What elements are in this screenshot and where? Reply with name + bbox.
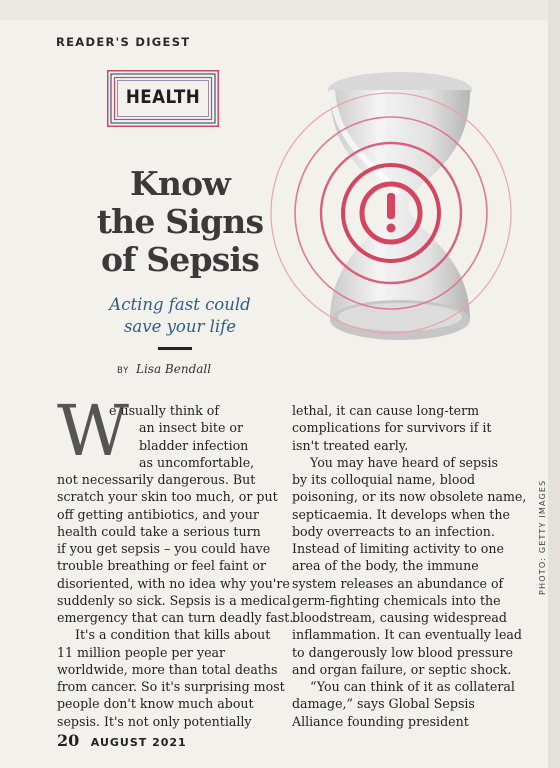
body-line: poisoning, or its now obsolete name, <box>292 489 527 505</box>
section-label-box <box>107 70 219 127</box>
body-line: sepsis. It's not only potentially <box>57 713 252 729</box>
body-line: lethal, it can cause long-term <box>292 403 480 418</box>
page-number: 20 <box>57 731 80 750</box>
byline-author: Lisa Bendall <box>136 362 212 376</box>
body-line: inflammation. It can eventually lead <box>292 627 522 643</box>
exclamation-icon <box>387 193 396 233</box>
deck <box>70 294 290 338</box>
body-line: off getting antibiotics, and your <box>57 506 259 522</box>
body-line: as uncomfortable, <box>139 454 255 470</box>
body-line: health could take a serious turn <box>57 523 261 539</box>
body-line: You may have heard of sepsis <box>310 454 499 470</box>
body-line: Alliance founding president <box>292 713 469 729</box>
body-line: people don't know much about <box>57 696 254 712</box>
body-line: trouble breathing or feel faint or <box>57 558 266 574</box>
body-line: bloodstream, causing widespread <box>292 610 507 625</box>
body-line: and organ failure, or septic shock. <box>292 661 512 677</box>
article-column-right <box>292 402 527 730</box>
article-column-left <box>57 402 294 730</box>
body-line: scratch your skin too much, or put <box>57 489 278 505</box>
issue-date: AUGUST 2021 <box>90 736 187 749</box>
headline-line: the Signs <box>96 202 264 241</box>
section-label: HEALTH <box>125 86 201 108</box>
body-line: damage,” says Global Sepsis <box>292 696 475 712</box>
body-line: system releases an abundance of <box>292 575 504 591</box>
drop-cap: W <box>57 390 129 472</box>
alert-target-graphic <box>266 90 516 340</box>
byline-prefix: BY <box>117 366 130 376</box>
byline <box>117 362 211 376</box>
body-line: disoriented, with no idea why you're <box>57 575 290 591</box>
body-line: emergency that can turn deadly fast. <box>57 610 294 625</box>
body-line: 11 million people per year <box>57 644 226 660</box>
body-line: e usually think of <box>109 403 220 418</box>
body-line: an insect bite or <box>139 420 244 436</box>
body-line: “You can think of it as collateral <box>310 679 515 694</box>
headline-line: Know <box>130 164 230 203</box>
body-line: bladder infection <box>139 437 249 453</box>
body-line: if you get sepsis – you could have <box>57 541 271 556</box>
body-line: not necessarily dangerous. But <box>57 472 256 487</box>
photo-credit: PHOTO: GETTY IMAGES <box>538 479 547 595</box>
deck-line: save your life <box>123 317 237 336</box>
body-line: complications for survivors if it <box>292 420 492 436</box>
body-line: germ-fighting chemicals into the <box>292 592 501 608</box>
page-edge <box>548 0 560 768</box>
headline <box>70 165 290 279</box>
body-line: worldwide, more than total deaths <box>57 661 278 677</box>
masthead: READER'S DIGEST <box>56 35 191 49</box>
body-line: It's a condition that kills about <box>75 627 271 643</box>
body-line: Instead of limiting activity to one <box>292 541 504 556</box>
body-line: from cancer. So it's surprising most <box>57 679 285 694</box>
body-line: to dangerously low blood pressure <box>292 644 513 660</box>
deck-rule <box>158 347 192 350</box>
headline-line: of Sepsis <box>100 240 260 279</box>
top-strip <box>0 0 560 20</box>
body-line: septicaemia. It develops when the <box>292 506 510 522</box>
deck-line: Acting fast could <box>109 295 251 314</box>
body-line: area of the body, the immune <box>292 558 479 574</box>
body-line: body overreacts to an infection. <box>292 523 495 539</box>
body-line: isn't treated early. <box>292 437 409 453</box>
body-line: suddenly so sick. Sepsis is a medical <box>57 592 291 608</box>
page-footer <box>57 731 187 750</box>
body-line: by its colloquial name, blood <box>292 472 476 487</box>
